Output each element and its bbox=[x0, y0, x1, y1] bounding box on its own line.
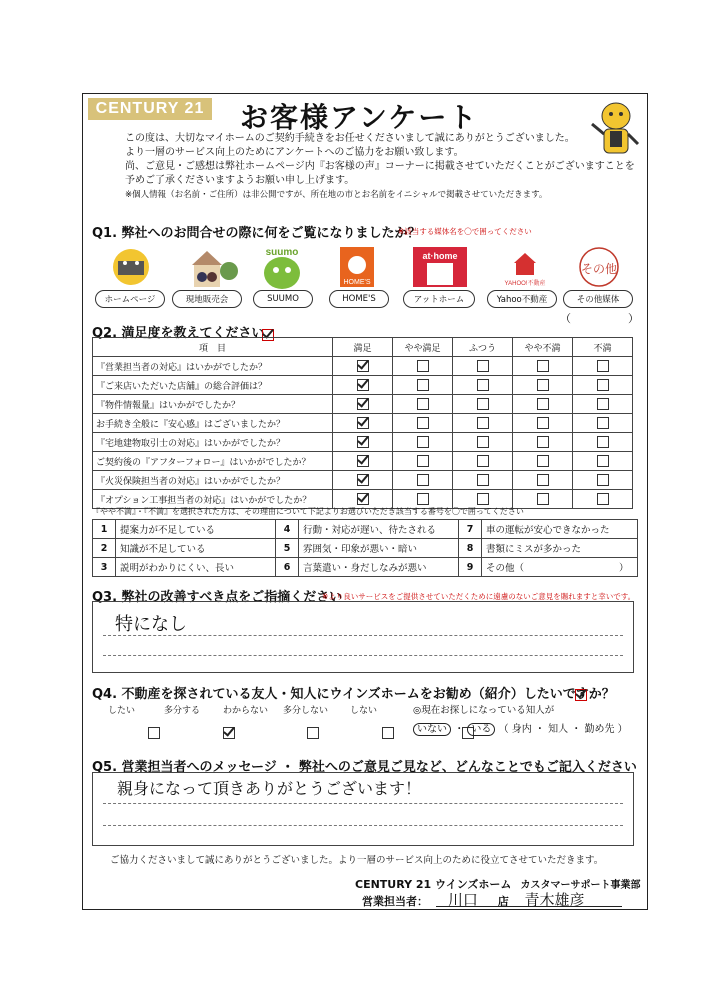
satisfaction-checkbox[interactable] bbox=[417, 398, 429, 410]
satisfaction-cell bbox=[393, 471, 453, 490]
satisfaction-cell bbox=[513, 433, 573, 452]
satisfaction-checkbox[interactable] bbox=[417, 417, 429, 429]
satisfaction-cell bbox=[513, 376, 573, 395]
q4-checkbox-unsure[interactable] bbox=[307, 727, 319, 739]
athome-icon bbox=[405, 245, 475, 289]
satisfaction-cell bbox=[453, 452, 513, 471]
satisfaction-header-row bbox=[93, 338, 633, 357]
media-option-other[interactable]: その他媒体 bbox=[563, 290, 633, 308]
q4-sub-answer-row bbox=[413, 720, 628, 735]
satisfaction-checkbox[interactable] bbox=[537, 360, 549, 372]
athome-logo-text: at·home bbox=[422, 251, 458, 261]
intro-line: 尚、ご意見・ご感想は弊社ホームページ内『お客様の声』コーナーに掲載させていただくことがございますことを bbox=[125, 161, 635, 172]
satisfaction-cell bbox=[453, 376, 513, 395]
staff-label: 営業担当者： bbox=[362, 895, 428, 908]
reason-text: 提案力が不足している bbox=[116, 520, 276, 539]
satisfaction-row bbox=[93, 357, 633, 376]
staff-underline bbox=[436, 906, 622, 907]
satisfaction-cell bbox=[513, 395, 573, 414]
satisfaction-checkbox[interactable] bbox=[417, 436, 429, 448]
satisfaction-item: 『ご来店いただいた店舗』の総合評価は？ bbox=[93, 376, 333, 395]
satisfaction-checkbox[interactable] bbox=[477, 436, 489, 448]
satisfaction-cell bbox=[573, 357, 633, 376]
reason-text: 説明がわかりにくい、長い bbox=[116, 558, 276, 577]
satisfaction-cell bbox=[453, 395, 513, 414]
satisfaction-checkbox[interactable] bbox=[477, 379, 489, 391]
footer-company: CENTURY 21 ウインズホーム bbox=[355, 878, 512, 891]
satisfaction-checkbox[interactable] bbox=[597, 360, 609, 372]
satisfaction-checkbox[interactable] bbox=[537, 436, 549, 448]
satisfaction-cell bbox=[333, 433, 393, 452]
q4-answer-detail: （ 身内 ・ 知人 ・ 勤め先 ） bbox=[498, 724, 628, 735]
page-title: お客様アンケート bbox=[240, 101, 479, 134]
q4-checkbox-probably-not[interactable] bbox=[382, 727, 394, 739]
other-logo-text: その他 bbox=[580, 262, 618, 276]
satisfaction-checkbox[interactable] bbox=[597, 436, 609, 448]
q4-answered-checkbox bbox=[575, 689, 587, 701]
satisfaction-cell bbox=[513, 471, 573, 490]
satisfaction-table bbox=[92, 337, 633, 509]
satisfaction-item: ご契約後の『アフターフォロー』はいかがでしたか？ bbox=[93, 452, 333, 471]
satisfaction-checkbox[interactable] bbox=[477, 493, 489, 505]
reason-number[interactable]: 4 bbox=[276, 520, 299, 539]
satisfaction-cell bbox=[573, 452, 633, 471]
q1-heading: Q1. 弊社へのお問合せの際に何をご覧になりましたか？ bbox=[92, 226, 421, 241]
satisfaction-cell bbox=[513, 452, 573, 471]
footer-dept: カスタマーサポート事業部 bbox=[520, 880, 641, 891]
reason-text: 行動・対応が遅い、待たされる bbox=[299, 520, 459, 539]
homepage-icon bbox=[96, 245, 166, 289]
q2-heading: Q2. 満足度を教えてください bbox=[92, 326, 265, 341]
reason-number[interactable]: 1 bbox=[93, 520, 116, 539]
century21-logo: CENTURY 21 bbox=[88, 98, 212, 120]
satisfaction-row bbox=[93, 452, 633, 471]
q4-checkbox-probably[interactable] bbox=[223, 727, 235, 739]
satisfaction-item: 『物件情報量』はいかがでしたか？ bbox=[93, 395, 333, 414]
satisfaction-row bbox=[93, 376, 633, 395]
satisfaction-cell bbox=[393, 414, 453, 433]
satisfaction-row bbox=[93, 395, 633, 414]
reason-note: 『やや不満』・『不満』を選択された方は、その理由について下記よりお選びいただき該当する番号を〇で囲ってください bbox=[92, 507, 524, 516]
satisfaction-checkbox[interactable] bbox=[537, 398, 549, 410]
col-header: やや満足 bbox=[393, 338, 453, 357]
satisfaction-item: 『火災保険担当者の対応』はいかがでしたか？ bbox=[93, 471, 333, 490]
satisfaction-checkbox[interactable] bbox=[537, 474, 549, 486]
satisfaction-row bbox=[93, 471, 633, 490]
satisfaction-checkbox[interactable] bbox=[537, 379, 549, 391]
intro-line: より一層のサービス向上のためにアンケートへのご協力をお願い致します。 bbox=[125, 147, 464, 158]
satisfaction-checkbox[interactable] bbox=[537, 417, 549, 429]
reason-row bbox=[93, 539, 638, 558]
col-header: やや不満 bbox=[513, 338, 573, 357]
q4-option-label: しない bbox=[350, 706, 378, 716]
q5-handwritten-answer: 親身になって頂きありがとうございます！ bbox=[117, 779, 422, 798]
reason-number[interactable]: 7 bbox=[459, 520, 482, 539]
satisfaction-cell bbox=[573, 490, 633, 509]
other-icon bbox=[564, 245, 634, 289]
satisfaction-cell bbox=[513, 357, 573, 376]
satisfaction-checkbox[interactable] bbox=[357, 493, 369, 505]
q4-heading: Q4. 不動産を探されている友人・知人にウインズホームをお勧め（紹介）したいですか？ bbox=[92, 687, 615, 702]
q4-sub-question: ◎現在お探しになっている知人が bbox=[413, 705, 555, 716]
satisfaction-cell bbox=[573, 414, 633, 433]
reason-number[interactable]: 8 bbox=[459, 539, 482, 558]
satisfaction-item: 『宅地建物取引士の対応』はいかがでしたか？ bbox=[93, 433, 333, 452]
satisfaction-checkbox[interactable] bbox=[597, 493, 609, 505]
homes-logo-text: HOME'S bbox=[343, 279, 371, 286]
satisfaction-cell bbox=[333, 376, 393, 395]
satisfaction-item: 『営業担当者の対応』はいかがでしたか？ bbox=[93, 357, 333, 376]
satisfaction-checkbox[interactable] bbox=[357, 417, 369, 429]
q4-checkbox-want[interactable] bbox=[148, 727, 160, 739]
satisfaction-cell bbox=[453, 357, 513, 376]
q4-answer-none-circled[interactable]: いない bbox=[413, 723, 451, 736]
satisfaction-row bbox=[93, 414, 633, 433]
satisfaction-cell bbox=[453, 471, 513, 490]
satisfaction-cell bbox=[573, 471, 633, 490]
q4-answer-yes-circled[interactable]: いる bbox=[467, 723, 495, 736]
satisfaction-cell bbox=[333, 357, 393, 376]
q4-answer-separator: ・ bbox=[454, 724, 465, 735]
satisfaction-checkbox[interactable] bbox=[537, 455, 549, 467]
yahoo-icon bbox=[490, 245, 560, 289]
q4-option-label: わからない bbox=[223, 706, 269, 716]
satisfaction-checkbox[interactable] bbox=[477, 474, 489, 486]
satisfaction-item: 『オプション工事担当者の対応』はいかがでしたか？ bbox=[93, 490, 333, 509]
satisfaction-cell bbox=[333, 395, 393, 414]
media-option-homepage[interactable]: ホームページ bbox=[95, 290, 165, 308]
col-item-header: 項 目 bbox=[93, 338, 333, 357]
reasons-table bbox=[92, 519, 638, 577]
q4-option-label: したい bbox=[108, 706, 136, 716]
reason-number[interactable]: 9 bbox=[459, 558, 482, 577]
satisfaction-cell bbox=[393, 452, 453, 471]
col-header: 不満 bbox=[573, 338, 633, 357]
shop-name: 青木雄彦 bbox=[524, 891, 585, 909]
other-paren-open: （ bbox=[560, 312, 571, 325]
satisfaction-row bbox=[93, 433, 633, 452]
reason-text: 書類にミスが多かった bbox=[482, 539, 638, 558]
q3-heading: Q3. 弊社の改善すべき点をご指摘ください bbox=[92, 590, 343, 605]
q1-note: ※該当する媒体名を〇で囲ってください bbox=[398, 227, 532, 236]
satisfaction-cell bbox=[393, 376, 453, 395]
q3-answer-box[interactable] bbox=[92, 601, 634, 673]
reason-number[interactable]: 5 bbox=[276, 539, 299, 558]
intro-line: 予めご了承くださいますようお願い申し上げます。 bbox=[125, 175, 355, 186]
shop-label: 店 bbox=[497, 895, 509, 908]
reason-text: 知識が不足している bbox=[116, 539, 276, 558]
reason-text: 車の運転が安心できなかった bbox=[482, 520, 638, 539]
footer-thanks: ご協力くださいまして誠にありがとうございました。より一層のサービス向上のために役立てさせていただきます。 bbox=[110, 855, 604, 866]
satisfaction-checkbox[interactable] bbox=[357, 379, 369, 391]
intro-line: この度は、大切なマイホームのご契約手続きをお任せくださいまして誠にありがとうございました。 bbox=[125, 133, 575, 144]
col-header: 満足 bbox=[333, 338, 393, 357]
reason-text: 雰囲気・印象が悪い・暗い bbox=[299, 539, 459, 558]
satisfaction-cell bbox=[573, 433, 633, 452]
q5-answer-box[interactable] bbox=[92, 772, 634, 846]
reason-row bbox=[93, 558, 638, 577]
media-option-athome[interactable]: アットホーム bbox=[403, 290, 475, 308]
satisfaction-checkbox[interactable] bbox=[417, 360, 429, 372]
satisfaction-cell bbox=[573, 376, 633, 395]
satisfaction-cell bbox=[453, 414, 513, 433]
suumo-logo-text: suumo bbox=[265, 247, 299, 258]
satisfaction-cell bbox=[393, 395, 453, 414]
satisfaction-checkbox[interactable] bbox=[477, 455, 489, 467]
satisfaction-checkbox[interactable] bbox=[417, 379, 429, 391]
reason-text: その他（ ） bbox=[482, 558, 638, 577]
q3-handwritten-answer: 特になし bbox=[115, 614, 187, 635]
media-option-suumo[interactable]: SUUMO bbox=[253, 290, 313, 308]
satisfaction-checkbox[interactable] bbox=[357, 474, 369, 486]
satisfaction-item: お手続き全般に『安心感』はございましたか？ bbox=[93, 414, 333, 433]
satisfaction-checkbox[interactable] bbox=[417, 474, 429, 486]
satisfaction-cell bbox=[333, 414, 393, 433]
col-header: ふつう bbox=[453, 338, 513, 357]
satisfaction-checkbox[interactable] bbox=[357, 455, 369, 467]
satisfaction-checkbox[interactable] bbox=[477, 417, 489, 429]
satisfaction-cell bbox=[513, 414, 573, 433]
open-house-icon bbox=[172, 245, 242, 289]
satisfaction-cell bbox=[453, 433, 513, 452]
reason-row bbox=[93, 520, 638, 539]
intro-line: ※個人情報（お名前・ご住所）は非公開ですが、所在地の市とお名前をイニシャルで掲載させていただきます。 bbox=[125, 190, 548, 200]
reason-number[interactable]: 6 bbox=[276, 558, 299, 577]
media-option-yahoo[interactable]: Yahoo不動産 bbox=[487, 290, 557, 308]
satisfaction-checkbox[interactable] bbox=[357, 398, 369, 410]
satisfaction-cell bbox=[393, 357, 453, 376]
satisfaction-checkbox[interactable] bbox=[597, 455, 609, 467]
intro-text bbox=[125, 132, 635, 202]
satisfaction-checkbox[interactable] bbox=[477, 398, 489, 410]
reason-text: 言葉遣い・身だしなみが悪い bbox=[299, 558, 459, 577]
satisfaction-checkbox[interactable] bbox=[597, 474, 609, 486]
media-option-homes[interactable]: HOME'S bbox=[329, 290, 389, 308]
satisfaction-checkbox[interactable] bbox=[417, 493, 429, 505]
staff-name: 川口 bbox=[447, 891, 478, 909]
satisfaction-checkbox[interactable] bbox=[357, 360, 369, 372]
media-option-open-house[interactable]: 現地販売会 bbox=[172, 290, 242, 308]
q3-note: ※より良いサービスをご提供させていただくために遠慮のないご意見を賜れますと幸いです。 bbox=[322, 592, 636, 601]
satisfaction-cell bbox=[573, 395, 633, 414]
satisfaction-cell bbox=[333, 471, 393, 490]
q5-heading: Q5. 営業担当者へのメッセージ ・ 弊社へのご意見ご見など、どんなことでもご記入ください bbox=[92, 760, 637, 775]
satisfaction-checkbox[interactable] bbox=[597, 398, 609, 410]
yahoo-logo-text: YAHOO!不動産 bbox=[504, 281, 546, 287]
homes-icon bbox=[322, 245, 392, 289]
satisfaction-checkbox[interactable] bbox=[357, 436, 369, 448]
satisfaction-checkbox[interactable] bbox=[597, 417, 609, 429]
satisfaction-cell bbox=[393, 433, 453, 452]
satisfaction-cell bbox=[333, 452, 393, 471]
reason-number[interactable]: 3 bbox=[93, 558, 116, 577]
q4-option-label: 多分しない bbox=[283, 706, 329, 716]
other-paren-close: ） bbox=[628, 312, 639, 325]
satisfaction-checkbox[interactable] bbox=[597, 379, 609, 391]
satisfaction-checkbox[interactable] bbox=[537, 493, 549, 505]
reason-number[interactable]: 2 bbox=[93, 539, 116, 558]
satisfaction-checkbox[interactable] bbox=[477, 360, 489, 372]
q4-option-label: 多分する bbox=[164, 706, 201, 716]
suumo-icon bbox=[247, 245, 317, 289]
satisfaction-checkbox[interactable] bbox=[417, 455, 429, 467]
